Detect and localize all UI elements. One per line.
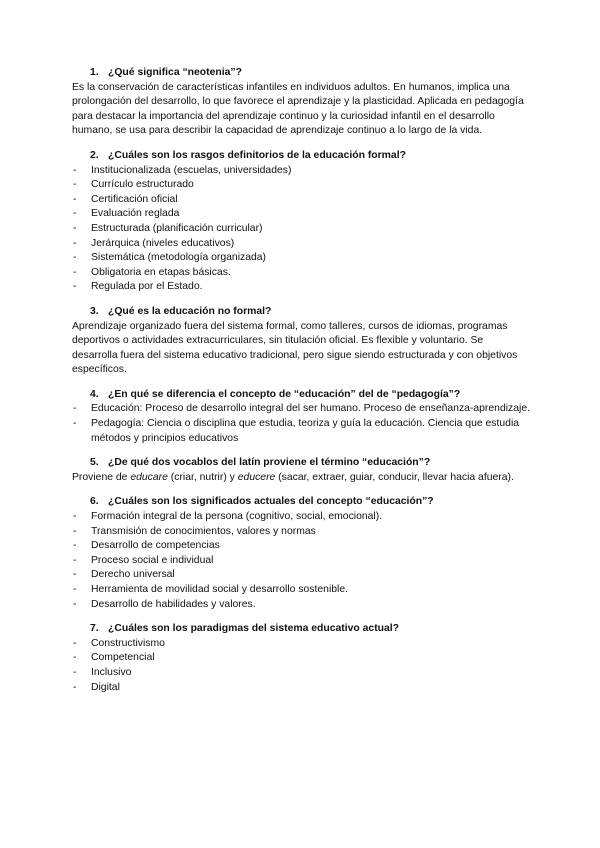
list-item: - Obligatoria en etapas básicas.	[73, 266, 231, 278]
question-heading	[72, 149, 530, 164]
list-item: - Digital	[73, 681, 120, 693]
latin-term: educare	[130, 471, 168, 483]
question-heading	[72, 66, 530, 81]
question-number: 2.	[90, 149, 99, 161]
question-text: ¿Cuáles son los paradigmas del sistema educativo actual?	[108, 623, 400, 635]
list-item: - Sistemática (metodología organizada)	[73, 252, 267, 264]
question-text: ¿Cuáles son los rasgos definitorios de la educación formal?	[108, 149, 406, 161]
list-item: - Desarrollo de competencias	[73, 540, 220, 552]
question-heading	[72, 388, 530, 403]
question-text: ¿Qué significa “neotenia”?	[108, 67, 242, 78]
question-text: ¿De qué dos vocablos del latín proviene el término “educación”?	[108, 457, 431, 469]
question-heading	[72, 305, 530, 320]
bullet-list	[72, 402, 530, 446]
answer-paragraph: Es la conservación de características infantiles en individuos adultos. En humanos, implica una prolongación del desarrollo, lo que favorece el aprendizaje y la plasticidad. Aplicada en pedagogía para destacar la importancia del aprendizaje continuo y la curiosidad infantil en el desarrollo humano, se usa para describir la capacidad de aprendizaje continuo a lo largo de la vida.	[72, 81, 524, 137]
question-number: 5.	[90, 457, 99, 469]
list-item: - Evaluación reglada	[73, 208, 180, 220]
question-text: ¿En qué se diferencia el concepto de “educación” del de “pedagogía”?	[108, 388, 461, 400]
question-number: 4.	[90, 388, 99, 400]
list-item: - Transmisión de conocimientos, valores y normas	[73, 525, 316, 537]
bullet-list	[72, 637, 530, 695]
latin-term: educere	[237, 471, 276, 483]
list-item: - Institucionalizada (escuelas, universidades)	[73, 164, 292, 176]
bullet-list	[72, 510, 530, 612]
list-item: - Derecho universal	[73, 569, 175, 581]
answer-paragraph: Aprendizaje organizado fuera del sistema formal, como talleres, cursos de idiomas, programas deportivos o actividades extracurriculares, sin titulación oficial. Es flexible y voluntario. Se desarrolla fuera del sistema educativo tradicional, pero sigue siendo estructurada y con objetivos específicos.	[72, 320, 518, 376]
list-item: - Certificación oficial	[73, 193, 178, 205]
answer-paragraph: Proviene de educare (criar, nutrir) y educere (sacar, extraer, guiar, conducir, llevar hacia afuera).	[72, 471, 514, 483]
question-heading	[72, 456, 530, 471]
bullet-list	[72, 164, 530, 295]
question-number: 6.	[90, 496, 99, 508]
list-item: - Constructivismo	[73, 637, 165, 649]
list-item: - Formación integral de la persona (cognitivo, social, emocional).	[73, 511, 383, 523]
question-number: 1.	[90, 67, 99, 78]
list-item: - Inclusivo	[73, 666, 132, 678]
list-item: - Proceso social e individual	[73, 554, 214, 566]
question-number: 3.	[90, 305, 99, 317]
list-item: - Educación: Proceso de desarrollo integral del ser humano. Proceso de enseñanza-aprendizaje.	[73, 403, 530, 415]
list-item: - Pedagogía: Ciencia o disciplina que estudia, teoriza y guía la educación. Ciencia que estudia métodos y principios educativos	[73, 418, 520, 444]
list-item: - Desarrollo de habilidades y valores.	[73, 598, 256, 610]
list-item: - Herramienta de movilidad social y desarrollo sostenible.	[73, 584, 349, 595]
question-heading	[72, 495, 530, 510]
list-item: - Estructurada (planificación curricular)	[73, 222, 263, 234]
list-item: - Currículo estructurado	[73, 179, 194, 191]
question-text: ¿Qué es la educación no formal?	[108, 305, 272, 317]
question-text: ¿Cuáles son los significados actuales del concepto “educación”?	[108, 496, 434, 508]
list-item: - Regulada por el Estado.	[73, 281, 203, 293]
question-number: 7.	[90, 623, 99, 635]
question-heading	[72, 622, 530, 637]
list-item: - Jerárquica (niveles educativos)	[73, 237, 235, 249]
list-item: - Competencial	[73, 652, 155, 664]
